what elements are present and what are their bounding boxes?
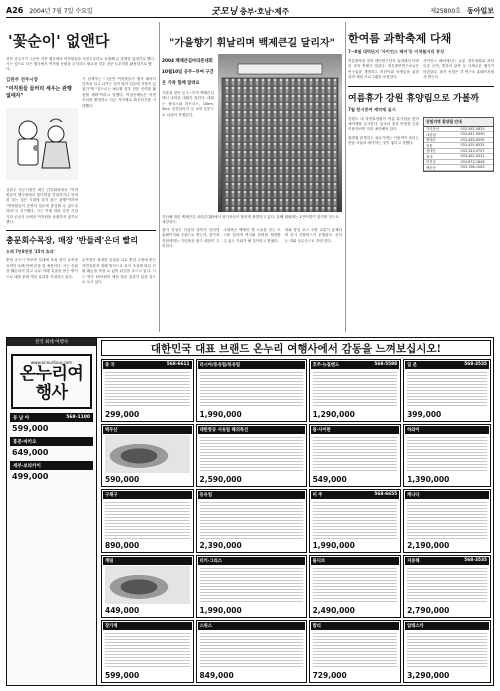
ad-package-cell	[196, 359, 307, 422]
ad-package-price: 599,000	[105, 671, 140, 680]
table-cell: 033-435-8535	[460, 143, 485, 148]
left-subcol-2	[82, 77, 156, 226]
ad-package-price: 590,000	[105, 475, 140, 485]
ad-fine-print	[313, 435, 398, 473]
left-body	[6, 77, 156, 226]
ad-package-bar	[311, 426, 400, 434]
table-cell: 033-343-9707	[460, 148, 485, 153]
ad-package-price: 890,000	[105, 540, 140, 550]
divider	[6, 230, 156, 231]
headline-left: '꽃순이' 없앤다	[8, 32, 110, 50]
ad-package-phone: 568-6655	[374, 492, 398, 498]
article-right	[348, 22, 494, 172]
cartoon-illustration	[6, 108, 78, 180]
table-cell: 용대	[426, 154, 433, 159]
ad-package-cell	[309, 489, 402, 552]
ad-package-price: 2,490,000	[312, 605, 355, 615]
ad-package-price: 2,790,000	[407, 605, 450, 615]
ad-package-phone: 568-6611	[166, 362, 190, 367]
ad-website[interactable]: www.onnuritour.com	[30, 360, 73, 365]
ad-package-price: 549,000	[312, 475, 347, 485]
ad-package-price: 1,990,000	[312, 540, 355, 550]
forest-table	[423, 117, 494, 172]
ad-fine-print	[313, 631, 398, 669]
section-logo: 굿모닝	[211, 7, 238, 17]
ad-tagline: 전국 최대 여행사	[7, 338, 96, 346]
ad-package-price: 299,000	[105, 410, 140, 420]
ad-package-bar	[311, 557, 400, 565]
ad-fine-print	[105, 631, 190, 669]
body-text-1: 김완주 전주시장은 최근 간부회의에서 "여직원들이 행사장에서 꽃다발을 전달하거나 안내를 하는 것은 시대에 맞지 않는 관행"이라며 "여직원들이 본연의 업무에 충실할 수 있도록 하라"고 지시했다. 시는 이에 따라 각종 기념식과 준공식 등에서 여직원을 동원하지 않기로 했다.	[6, 187, 78, 225]
table-title: 강원지역 휴양림 안내	[424, 118, 493, 127]
ad-package-cell	[403, 424, 491, 487]
ad-package-phone: 568-3535	[464, 557, 487, 563]
ad-package-cell	[403, 359, 491, 422]
ad-package-cell	[196, 620, 307, 683]
ad-package-phone: 568-1100	[66, 415, 90, 420]
ad-fine-print	[407, 435, 487, 473]
ad-fine-print	[200, 370, 303, 408]
column-rule	[159, 22, 160, 332]
ad-package-bar	[405, 491, 489, 499]
ad-fine-print	[313, 370, 398, 408]
fact-3: 온 가족 함께 달려요	[162, 81, 200, 86]
ad-package-title: 홍콩·마카오	[13, 440, 37, 445]
ad-package-price: 449,000	[105, 605, 140, 615]
body-text-right-2: 사이언스 페어에서는 로봇 경진대회와 과학 마술 공연, 별자리 관측 등 다채로운 행사가 마련된다. 참가 신청은 각 연구소 홈페이지에서 받는다.	[423, 59, 494, 80]
right-subcol	[348, 117, 419, 172]
ad-package-price: 599,000	[12, 424, 49, 433]
page-number: A26	[6, 6, 24, 15]
ad-package-title: 미 주	[312, 493, 323, 499]
ad-package-cell	[403, 489, 491, 552]
ad-package-bar	[198, 426, 305, 434]
ad-package-bar	[405, 622, 489, 630]
ad-package-bar	[405, 557, 489, 565]
section-name: 충부·호남·제주	[239, 7, 289, 16]
table-cell: 청태산	[426, 149, 436, 154]
table-cell: 033-562-5833	[460, 126, 485, 131]
ad-package-bar	[405, 426, 489, 434]
ad-package-title: 중 국	[105, 363, 115, 368]
ad-brand-panel	[7, 338, 97, 685]
ad-package-price: 1,390,000	[407, 475, 450, 485]
ad-package-phone: 568-3535	[464, 362, 487, 367]
middle-bottom	[162, 228, 342, 250]
ad-package-cell	[196, 489, 307, 552]
divider	[348, 86, 494, 87]
ad-package-title: 장가계	[105, 623, 118, 629]
ad-package-title: 일 본	[407, 363, 417, 368]
ad-package	[10, 413, 93, 435]
ad-package-price: 649,000	[12, 448, 49, 457]
ad-package-title: 호주·뉴질랜드	[312, 363, 340, 368]
newspaper-name: 동아일보	[466, 6, 494, 15]
ad-package-price: 1,290,000	[312, 410, 355, 420]
ad-package-title: 백두산	[105, 428, 118, 434]
ad-package-cell	[101, 359, 194, 422]
ad-package-title: 세부·보라카이	[13, 464, 41, 469]
ad-package-cell	[309, 620, 402, 683]
body-text-mid-3: 주최측은 백제의 옛 도읍을 잇는 코스를 달리며 역사와 문화를 체험할 수 있는 기회가 될 것이라고 밝혔다.	[223, 228, 281, 243]
ad-package	[10, 437, 93, 459]
table-cell: 대관령	[426, 132, 436, 137]
ad-package-bar	[198, 622, 305, 630]
ad-package-bar	[405, 361, 489, 369]
article-middle	[162, 22, 342, 250]
ad-package-title: 스위스	[199, 623, 212, 629]
table-cell: 033-673-1806	[460, 159, 485, 164]
table-cell: 미천골	[426, 160, 436, 165]
photo-caption: 지난해 열린 백제큰길 마라톤대회에서 참가자들이 힘차게 출발하고 있다. 올해 대회에는 1만여명이 참가할 것으로 예상된다.	[162, 215, 339, 224]
ad-package-bar	[198, 557, 305, 565]
section-title	[211, 4, 289, 17]
byline: 김완주 전주시장	[6, 77, 38, 83]
ad-map-graphic	[105, 435, 190, 473]
ad-package-grid	[101, 359, 491, 683]
table-cell: 033-462-5031	[460, 154, 485, 159]
ad-package-price: 499,000	[12, 472, 49, 481]
left-body-2	[6, 258, 156, 285]
marathon-photo	[218, 54, 342, 212]
page-header	[6, 4, 494, 18]
ad-package	[10, 461, 93, 483]
ad-package-title: 알래스카	[407, 623, 424, 629]
ad-package-price: 1,990,000	[199, 410, 242, 420]
ad-package-cell	[196, 424, 307, 487]
ad-package-bar	[10, 462, 93, 470]
table-cell: 033-641-9990	[460, 132, 485, 137]
ad-package-title: 하와이	[407, 428, 420, 434]
ad-package-price: 3,290,000	[407, 671, 450, 680]
ad-fine-print	[200, 566, 303, 604]
ad-package-cell	[101, 424, 194, 487]
ad-package-bar	[311, 622, 400, 630]
ad-package-bar	[10, 438, 93, 446]
ad-fine-print	[407, 370, 487, 408]
headline-right-2: 여름휴가 강원 휴양림으로 가볼까	[348, 93, 480, 104]
ad-package-price: 2,590,000	[199, 475, 242, 485]
ad-fine-print	[200, 435, 303, 473]
ad-banner: 대한민국 대표 브랜드 온누리 여행사에서 감동을 느껴보십시오!	[101, 340, 491, 356]
ad-package-bar	[198, 491, 305, 499]
table-cell: 삼봉	[426, 143, 433, 148]
ad-fine-print	[105, 500, 190, 538]
ad-package-cell	[101, 620, 194, 683]
body-text-2: 시 관계자는 "그동안 여직원들이 행사 때마다 한복을 입고 나가는 일이 많아 업무에 지장이 있었다"며 "앞으로는 필요할 경우 전문 인력을 활용할 계획"이라고 말했다. 여성단체들은 이번 조치를 환영하고 다른 지자체로 확산되기를 기대했다.	[82, 76, 156, 108]
ad-package-title: 계림	[105, 558, 114, 564]
body-text-4: 수목장은 화장한 유골을 나무 뿌리 주변에 묻는 자연친화적 장례 방식으로 묘지 조성에 따른 산림 훼손을 막을 수 있어 관심을 모으고 있다. 시는 연간 15억원의 예산 절감 효과가 있을 것으로 보고 있다.	[82, 258, 156, 285]
ad-package-bar	[103, 426, 192, 434]
right-body-2	[348, 117, 494, 172]
ad-package-price: 729,000	[312, 671, 347, 680]
ad-fine-print	[407, 566, 487, 604]
body-text-right-3: 강원도 내 자연휴양림이 여름 휴가철을 맞아 예약제를 실시한다. 숲속의 집과 야영장 등을 이용하려면 미리 예약해야 한다.	[348, 116, 419, 132]
fact-1: 2004 백제큰길마라톤대회	[162, 59, 213, 64]
body-text-mid-2: 참가 신청은 다음달 말까지 인터넷 홈페이지와 우편으로 받는다. 참가자 전원에게는 기념품과 완주 메달이 주어진다.	[162, 228, 220, 249]
column-rule	[345, 22, 346, 332]
ad-package-title: 발리	[312, 623, 321, 629]
issue-number: 제25800호	[430, 8, 461, 15]
ad-brand-name: 온누리여행사	[19, 364, 84, 403]
ad-package-bar	[311, 491, 400, 499]
ad-package-cell	[101, 489, 194, 552]
body-text-mid-1: 가을을 맞아 공주~부여 백제큰길에서 마라톤 대회가 열린다. 대회는 풀코스와 하프코스, 10km, 5km 건강달리기 등 4개 부문으로 나뉘어 진행된다.	[162, 91, 214, 117]
travel-advertisement	[6, 337, 494, 686]
event-facts	[162, 54, 214, 212]
headline-middle: "가을향기 휘날리며 백제큰길 달리자"	[169, 38, 335, 49]
table-cell: 방태산	[426, 138, 436, 143]
ad-package-bar	[10, 414, 93, 422]
ad-package-cell	[309, 424, 402, 487]
ad-package-title: 구채구	[105, 493, 118, 499]
ad-fine-print	[200, 631, 303, 669]
ad-package-bar	[103, 491, 192, 499]
ad-package-title: 터키·그리스	[199, 558, 222, 564]
ad-package-cell	[403, 555, 491, 618]
body-text-3: 충남 공주시 반포면 일대에 조성 중인 수목장 묘역이 올해 안에 문을 열 예정이다. 시는 산림을 훼손하지 않고 나무 아래 유골을 묻는 방식으로 매장 문화 개선 효과를 기대하고 있다.	[6, 258, 78, 279]
headline-left-2: 충문회수목장, 매장 '반들레'은더 빨리	[6, 235, 138, 246]
ad-fine-print	[313, 566, 398, 604]
ad-map-graphic	[105, 566, 190, 604]
ad-package-title: 대한항공 서유럽 해외특선	[199, 428, 249, 434]
body-text-mid-4: 대회 당일 코스 주변 교통이 통제되며 임시 셔틀버스가 운행된다. 문의는 대회 사무국으로 하면 된다.	[284, 228, 342, 243]
ad-package-title: 동유럽	[199, 493, 212, 499]
ad-package-title: 몰디브	[312, 558, 326, 564]
ad-fine-print	[313, 500, 398, 538]
header-right	[430, 6, 494, 16]
middle-top	[162, 54, 342, 212]
ad-package-price: 849,000	[199, 671, 234, 680]
ad-package-cell	[196, 555, 307, 618]
ad-logo	[11, 354, 92, 409]
publish-date: 2004년 7월 7일 수요일	[29, 8, 93, 15]
ad-package-price: 1,990,000	[199, 605, 242, 615]
ad-fine-print	[105, 370, 190, 408]
ad-package-bar	[103, 557, 192, 565]
table-row	[424, 165, 493, 171]
ad-fine-print	[200, 500, 303, 538]
pull-quote: "여직원들 들러리 세우는 관행 없애자"	[6, 85, 72, 99]
ad-fine-print	[407, 631, 487, 669]
ad-package-bar	[103, 622, 192, 630]
headline-right: 한여름 과학축제 다채	[348, 32, 452, 45]
table-cell: 백운산	[426, 165, 436, 170]
body-text-right-4: 휴양림 관계자는 성수기에는 이용객이 몰리는 만큼 서둘러 예약하는 것이 좋다고 말했다.	[348, 135, 419, 146]
ad-package-price: 2,390,000	[199, 540, 242, 550]
ad-package-bar	[103, 361, 192, 369]
ad-package-cell	[101, 555, 194, 618]
ad-package-title: 동 남 아	[13, 416, 30, 421]
lead-paragraph: 전북 전주시가 그동안 각종 행사에서 여직원들을 의전도우미로 동원해 온 관행을 없애기로 했다. 시는 앞으로 모든 행사에서 여직원 동원을 금지하고 필요한 경우 전문 도우미를 활용하기로 했다.	[6, 57, 156, 72]
ad-package-cell	[309, 359, 402, 422]
article-left	[6, 22, 156, 285]
table-cell: 033-463-8590	[460, 137, 485, 142]
subhead-left-2: 오레 7만8천평 '15억 효과'	[6, 249, 55, 255]
left-subcol-1	[6, 77, 78, 226]
ad-package-cell	[403, 620, 491, 683]
fact-2: 10월10일 공주~부여 구간	[162, 70, 214, 75]
subhead-right: 7~8월 대덕단지 '사이언스 페어'등 이색볼거리 풍성	[348, 49, 445, 54]
ad-package-price: 399,000	[407, 410, 442, 420]
table-cell: 가리왕산	[426, 127, 440, 132]
ad-package-phone: 568-5588	[374, 362, 398, 367]
ad-package-bar	[311, 361, 400, 369]
ad-package-price: 2,190,000	[407, 540, 450, 550]
ad-package-title: 캐나다	[407, 493, 420, 499]
ad-package-title: 러시아/동유럽/북유럽	[199, 363, 241, 368]
ad-package-title: 지중해	[407, 558, 420, 564]
table-cell: 033-766-1063	[460, 165, 485, 170]
ad-package-title: 괌·사이판	[312, 428, 331, 434]
right-body	[348, 59, 494, 81]
subhead-right-2: 7월 한시증여 예약제 실시	[348, 106, 396, 112]
ad-fine-print	[407, 500, 487, 538]
ad-package-bar	[198, 361, 305, 369]
ad-package-cell	[309, 555, 402, 618]
body-text-right-1: 여름방학을 맞아 대덕연구단지 일대에서 다양한 과학 축제가 열린다. 정부출연연구소들은 연구실을 개방하고 어린이와 학생들을 위한 과학 체험 프로그램을 운영한다.	[348, 59, 419, 80]
